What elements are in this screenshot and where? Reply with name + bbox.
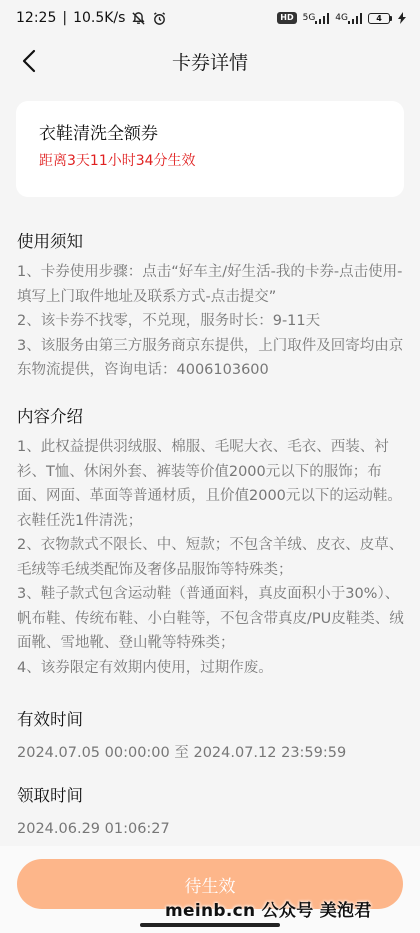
usage-item: 3、该服务由第三方服务商京东提供，上门取件及回寄均由京东物流提供，咨询电话：4006103600 bbox=[17, 337, 404, 378]
pending-button[interactable]: 待生效 bbox=[17, 859, 403, 909]
usage-section bbox=[17, 230, 407, 383]
bell-muted-icon bbox=[131, 11, 146, 26]
claim-time-title: 领取时间 bbox=[17, 786, 83, 805]
status-bar bbox=[0, 0, 420, 36]
content-item: 1、此权益提供羽绒服、棉服、毛呢大衣、毛衣、西装、衬衫、T恤、休闲外套、裤装等价值2000元以下的服饰；布面、网面、革面等普通材质，且价值2000元以下的运动鞋。衣鞋任洗1件清洗； bbox=[17, 439, 402, 529]
home-indicator bbox=[140, 923, 280, 927]
claim-time-section bbox=[17, 784, 407, 840]
valid-time-value: 2024.07.05 00:00:00 至 2024.07.12 23:59:59 bbox=[17, 745, 347, 761]
content-item: 3、鞋子款式包含运动鞋（普通面料，真皮面积小于30%）、帆布鞋、传统布鞋、小白鞋等，不包含带真皮/PU皮鞋类、绒面靴、雪地靴、登山靴等特殊类； bbox=[17, 586, 404, 651]
usage-title: 使用须知 bbox=[17, 232, 83, 251]
page-title: 卡券详情 bbox=[171, 51, 248, 74]
usage-item: 1、卡券使用步骤：点击“好车主/好生活-我的卡券-点击使用-填写上门取件地址及联系方式-点击提交” bbox=[17, 264, 403, 305]
chevron-left-icon bbox=[21, 49, 37, 73]
battery-icon bbox=[368, 13, 392, 24]
network-speed: 10.5K/s bbox=[73, 10, 126, 26]
battery-tip bbox=[390, 16, 392, 21]
status-separator: | bbox=[62, 10, 68, 26]
coupon-countdown: 距离3天11小时34分生效 bbox=[39, 153, 196, 169]
hd-badge: HD bbox=[277, 12, 296, 24]
content-item: 2、衣物款式不限长、中、短款；不包含羊绒、皮衣、皮草、毛绒等毛绒类配饰及奢侈品服饰等特殊类； bbox=[17, 537, 404, 578]
status-left bbox=[16, 10, 167, 26]
content-item: 4、该券限定有效期内使用，过期作废。 bbox=[17, 659, 273, 676]
coupon-name: 衣鞋清洗全额券 bbox=[39, 124, 158, 144]
valid-time-title: 有效时间 bbox=[17, 710, 83, 729]
signal-icon bbox=[335, 13, 362, 24]
content-body bbox=[17, 435, 407, 680]
alarm-icon bbox=[152, 11, 167, 26]
charging-icon bbox=[398, 12, 406, 24]
signal-icon bbox=[303, 13, 330, 24]
valid-time-section bbox=[17, 708, 407, 764]
watermark: meinb.cn 公众号 美泡君 bbox=[165, 901, 372, 921]
content-section bbox=[17, 405, 407, 680]
usage-body bbox=[17, 260, 407, 383]
status-right bbox=[277, 12, 406, 24]
content-title: 内容介绍 bbox=[17, 407, 83, 426]
status-time: 12:25 bbox=[16, 10, 57, 26]
usage-item: 2、该卡券不找零，不兑现，服务时长：9-11天 bbox=[17, 313, 321, 329]
claim-time-value: 2024.06.29 01:06:27 bbox=[17, 821, 170, 837]
network-4g-label: 4G bbox=[335, 13, 348, 23]
network-5g-label: 5G bbox=[302, 13, 316, 23]
battery-level: 4 bbox=[368, 13, 390, 24]
back-button[interactable] bbox=[10, 42, 48, 80]
nav-bar bbox=[0, 36, 420, 86]
coupon-card bbox=[16, 101, 404, 197]
